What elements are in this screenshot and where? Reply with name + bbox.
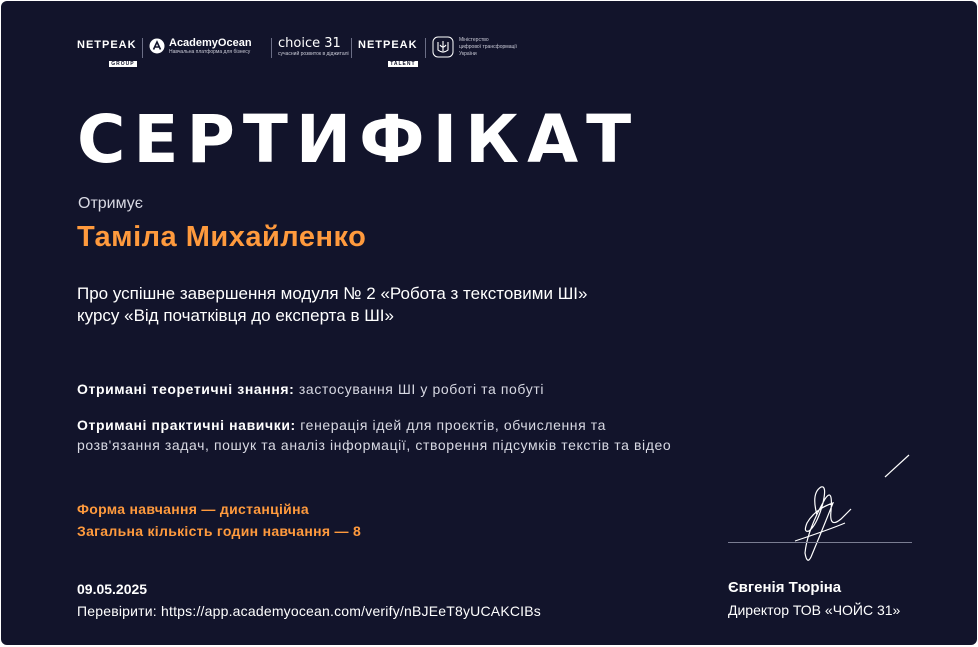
recipient-label: Отримує [78, 195, 143, 212]
study-form: Форма навчання — дистанційна [77, 501, 309, 517]
logo-netpeak-talent-name: NETPEAK [358, 39, 418, 51]
theory-knowledge [77, 379, 544, 399]
certificate-title: СЕРТИФІКАТ [77, 101, 640, 178]
course-description-line1: Про успішне завершення модуля № 2 «Робота з текстовими ШІ» [77, 284, 588, 303]
logo-netpeak-talent-sub: TALENT [390, 61, 416, 67]
logo-academy-ocean [149, 37, 252, 55]
logo-divider [425, 38, 426, 58]
verify-link[interactable]: https://app.academyocean.com/verify/nBJEeT8yUCAKCIBs [161, 603, 542, 619]
logo-divider [351, 38, 352, 58]
logo-netpeak-group-sub: GROUP [111, 61, 135, 67]
logo-academy-ocean-tagline: Навчальна платформа для бізнесу [169, 49, 251, 55]
logo-netpeak-group-name: NETPEAK [77, 39, 137, 51]
certificate [1, 1, 977, 645]
signatory-name: Євгенія Тюріна [728, 579, 842, 596]
logo-netpeak-group [77, 39, 137, 70]
signatory-title: Директор ТОВ «ЧОЙС 31» [728, 602, 901, 618]
logo-ministry-line3: України [459, 50, 477, 57]
logo-ministry-line2: цифрової трансформації [459, 43, 517, 50]
verify-label: Перевірити: [77, 603, 157, 619]
practical-skills-value-line2: розв'язання задач, пошук та аналіз інформації, створення підсумків текстів та відео [77, 437, 672, 453]
practical-skills-value: генерація ідей для проєктів, обчислення та [295, 417, 607, 433]
issue-date: 09.05.2025 [77, 581, 148, 597]
signature-image [781, 453, 916, 571]
logo-ministry [432, 36, 517, 58]
logo-divider [271, 38, 272, 58]
logo-divider [142, 38, 143, 58]
theory-knowledge-label: Отримані теоретичні знання: [77, 381, 295, 397]
logo-choice31-tagline: сучасний розвиток в діджиталі [278, 51, 349, 57]
study-hours: Загальна кількість годин навчання — 8 [77, 523, 362, 539]
logo-academy-ocean-name: AcademyOcean [169, 37, 252, 49]
logo-choice31-name: choice 31 [278, 36, 341, 51]
academy-ocean-icon [149, 38, 165, 54]
trident-icon [432, 36, 454, 58]
practical-skills-label: Отримані практичні навички: [77, 417, 296, 433]
practical-skills [77, 415, 671, 455]
verify-line [77, 603, 541, 619]
logo-choice31 [278, 37, 349, 57]
course-description [77, 283, 587, 327]
theory-knowledge-value: застосування ШІ у роботі та побуті [294, 381, 545, 397]
logo-ministry-line1: Міністерство [459, 36, 489, 43]
logo-netpeak-talent [358, 39, 418, 70]
course-description-line2: курсу «Від початківця до експерта в ШІ» [77, 306, 394, 325]
signature-line [728, 542, 912, 543]
recipient-name: Таміла Михайленко [77, 221, 367, 253]
